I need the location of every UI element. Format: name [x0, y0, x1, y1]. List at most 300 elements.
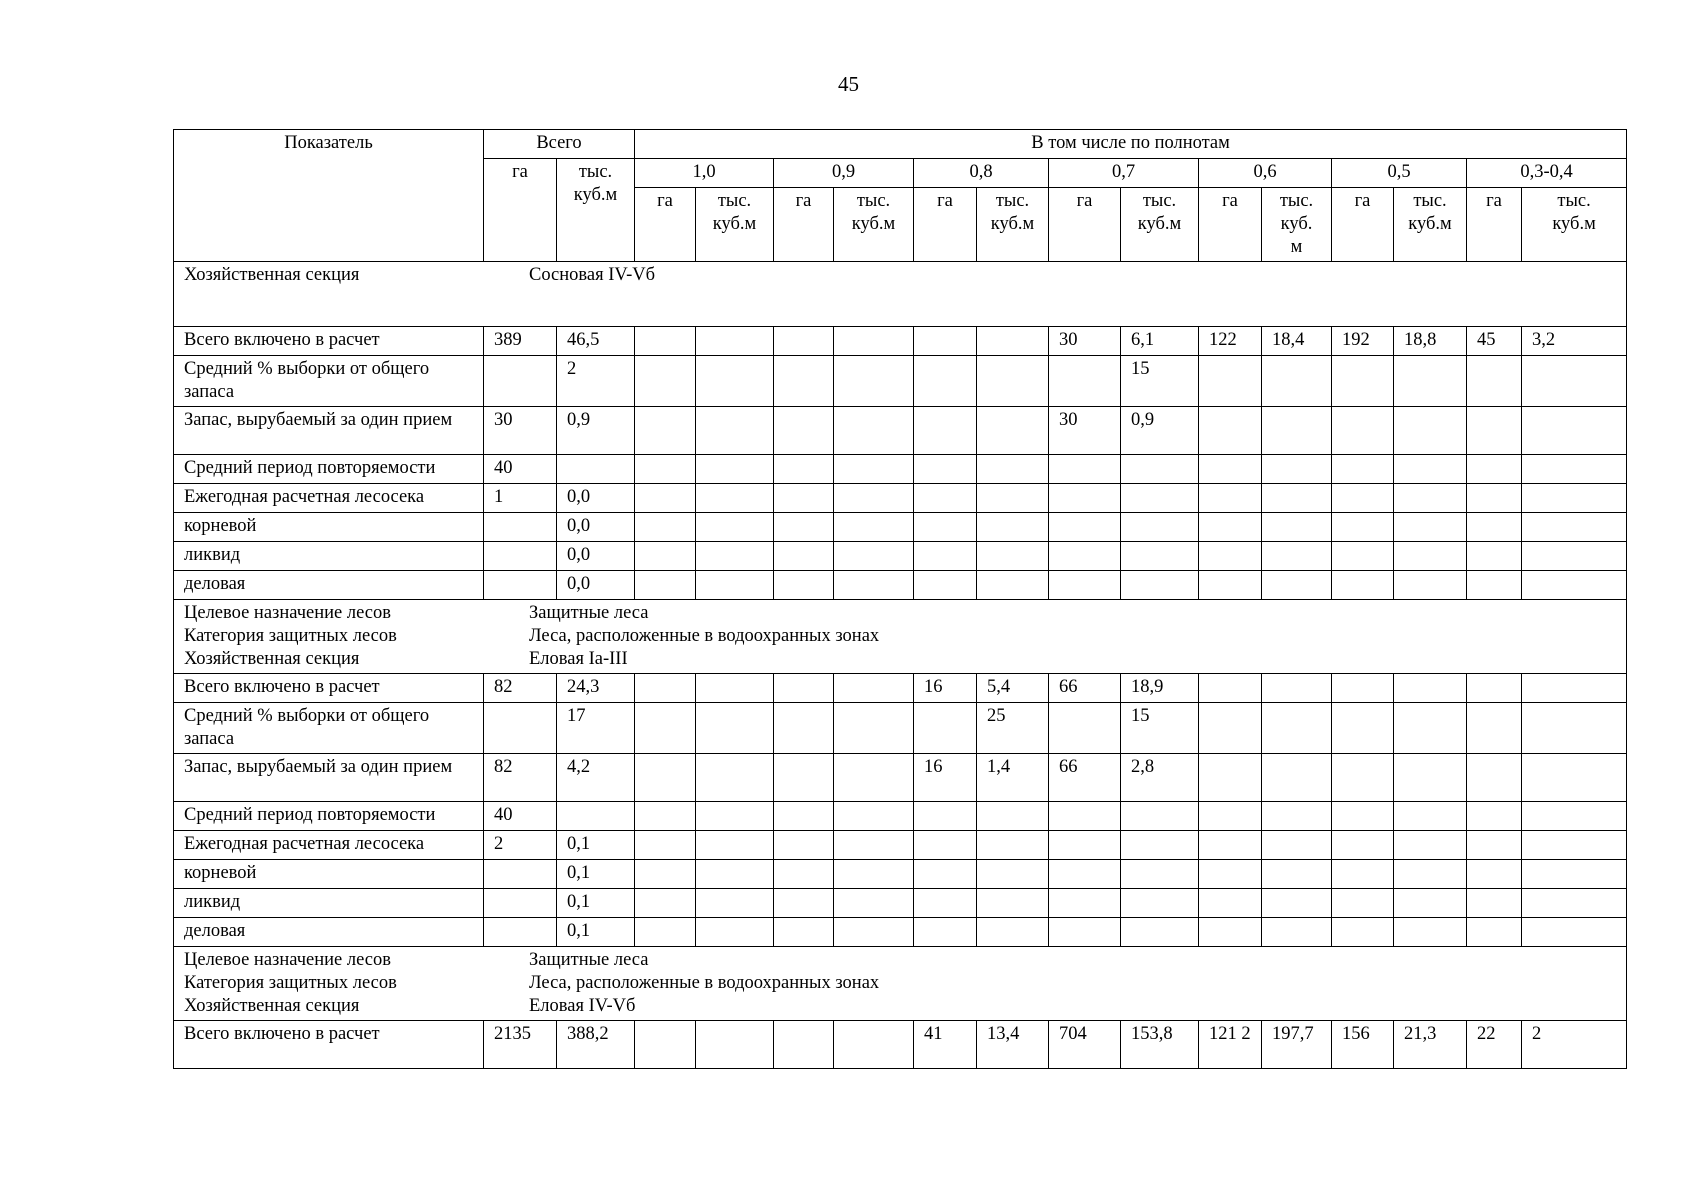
- table-cell: 30: [1049, 327, 1121, 356]
- section-header-row: [174, 947, 1627, 1021]
- header-ha: га: [1199, 188, 1262, 262]
- table-cell: [1522, 484, 1627, 513]
- table-cell: [635, 831, 696, 860]
- table-cell: [977, 831, 1049, 860]
- table-cell: [1262, 802, 1332, 831]
- table-cell: [484, 542, 557, 571]
- table-cell: [1262, 455, 1332, 484]
- table-cell: [977, 356, 1049, 407]
- table-cell: [977, 484, 1049, 513]
- section-header-row: [174, 262, 1627, 327]
- table-cell: [635, 542, 696, 571]
- table-cell: [1262, 407, 1332, 455]
- table-row: [174, 484, 1627, 513]
- table-cell: [696, 918, 774, 947]
- table-cell: [914, 407, 977, 455]
- table-cell: [635, 455, 696, 484]
- table-row: [174, 889, 1627, 918]
- header-total: Всего: [484, 130, 635, 159]
- table-cell: [1332, 571, 1394, 600]
- table-cell: [1199, 802, 1262, 831]
- table-cell: [977, 542, 1049, 571]
- header-ha: га: [635, 188, 696, 262]
- table-cell: [696, 754, 774, 802]
- table-cell: [1199, 703, 1262, 754]
- table-cell: [696, 356, 774, 407]
- table-cell: [774, 918, 834, 947]
- table-cell: [834, 407, 914, 455]
- row-label: Средний % выборки от общего запаса: [174, 703, 484, 754]
- table-cell: [1522, 889, 1627, 918]
- table-cell: 0,9: [1121, 407, 1199, 455]
- table-cell: [635, 889, 696, 918]
- table-cell: [557, 455, 635, 484]
- table-cell: [1121, 860, 1199, 889]
- table-cell: 6,1: [1121, 327, 1199, 356]
- table-cell: [1394, 754, 1467, 802]
- table-row: [174, 542, 1627, 571]
- table-cell: [1522, 703, 1627, 754]
- table-cell: [1049, 703, 1121, 754]
- section-value: Защитные леса: [529, 950, 649, 970]
- table-cell: [977, 571, 1049, 600]
- table-cell: [1262, 513, 1332, 542]
- table-cell: 2,8: [1121, 754, 1199, 802]
- table-cell: [774, 889, 834, 918]
- row-label: деловая: [174, 918, 484, 947]
- table-cell: 0,1: [557, 831, 635, 860]
- table-row: [174, 918, 1627, 947]
- table-cell: [1467, 754, 1522, 802]
- header-ha: га: [1332, 188, 1394, 262]
- table-cell: 0,0: [557, 513, 635, 542]
- table-cell: 0,1: [557, 889, 635, 918]
- table-cell: [696, 571, 774, 600]
- header-density: 0,9: [774, 159, 914, 188]
- table-cell: [977, 889, 1049, 918]
- table-cell: [1467, 356, 1522, 407]
- header-density: 0,7: [1049, 159, 1199, 188]
- table-cell: [914, 356, 977, 407]
- table-cell: [834, 674, 914, 703]
- table-cell: [834, 802, 914, 831]
- table-cell: [1262, 571, 1332, 600]
- table-cell: [1121, 484, 1199, 513]
- table-cell: [1394, 407, 1467, 455]
- table-cell: [1049, 356, 1121, 407]
- table-cell: [1394, 542, 1467, 571]
- table-cell: [1332, 802, 1394, 831]
- table-row: [174, 703, 1627, 754]
- table-cell: [1262, 703, 1332, 754]
- row-label: Ежегодная расчетная лесосека: [174, 484, 484, 513]
- table-cell: [1332, 407, 1394, 455]
- section-label: Категория защитных лесов: [184, 973, 397, 993]
- table-cell: 156: [1332, 1021, 1394, 1069]
- table-cell: [1121, 571, 1199, 600]
- table-cell: [774, 407, 834, 455]
- table-cell: [635, 1021, 696, 1069]
- table-cell: [834, 356, 914, 407]
- table-cell: [1332, 831, 1394, 860]
- table-cell: [1332, 918, 1394, 947]
- table-cell: [977, 407, 1049, 455]
- table-cell: [1467, 542, 1522, 571]
- header-ha: га: [1467, 188, 1522, 262]
- table-cell: [774, 513, 834, 542]
- table-cell: [1467, 455, 1522, 484]
- section-label: Хозяйственная секция: [184, 649, 360, 669]
- table-cell: 192: [1332, 327, 1394, 356]
- table-cell: [914, 513, 977, 542]
- table-cell: 16: [914, 754, 977, 802]
- table-cell: 82: [484, 754, 557, 802]
- table-cell: [1467, 889, 1522, 918]
- table-cell: 82: [484, 674, 557, 703]
- table-cell: [635, 754, 696, 802]
- section-header-row: [174, 600, 1627, 674]
- header-ha: га: [774, 188, 834, 262]
- table-cell: 2: [1522, 1021, 1627, 1069]
- header-volume: тыс. куб.м: [977, 188, 1049, 262]
- table-cell: [1049, 571, 1121, 600]
- table-cell: [1262, 918, 1332, 947]
- table-cell: [484, 571, 557, 600]
- table-cell: [635, 356, 696, 407]
- table-cell: [1049, 455, 1121, 484]
- table-cell: [1394, 831, 1467, 860]
- table-cell: [914, 889, 977, 918]
- table-cell: [1522, 802, 1627, 831]
- table-cell: [1332, 754, 1394, 802]
- section-value: Сосновая IV-Vб: [529, 265, 656, 285]
- table-cell: [774, 455, 834, 484]
- table-cell: [914, 571, 977, 600]
- table-cell: [1262, 542, 1332, 571]
- table-cell: [1332, 356, 1394, 407]
- table-cell: [977, 918, 1049, 947]
- table-cell: [696, 831, 774, 860]
- section-label: Категория защитных лесов: [184, 626, 397, 646]
- header-density: 1,0: [635, 159, 774, 188]
- table-cell: [1049, 542, 1121, 571]
- table-cell: 0,0: [557, 484, 635, 513]
- table-row: [174, 571, 1627, 600]
- section-value: Леса, расположенные в водоохранных зонах: [529, 973, 880, 993]
- table-cell: [635, 703, 696, 754]
- table-cell: 45: [1467, 327, 1522, 356]
- table-body: [174, 262, 1627, 1069]
- table-cell: 18,8: [1394, 327, 1467, 356]
- table-cell: [1049, 918, 1121, 947]
- table-cell: [1522, 571, 1627, 600]
- table-cell: 24,3: [557, 674, 635, 703]
- table-cell: [1522, 831, 1627, 860]
- table-cell: 0,1: [557, 918, 635, 947]
- table-cell: [1394, 802, 1467, 831]
- table-header: [174, 130, 1627, 262]
- table-cell: 3,2: [1522, 327, 1627, 356]
- table-cell: [1262, 484, 1332, 513]
- table-cell: [1467, 860, 1522, 889]
- table-cell: 121 2: [1199, 1021, 1262, 1069]
- header-ha: га: [914, 188, 977, 262]
- table-cell: [1332, 860, 1394, 889]
- table-cell: [1199, 356, 1262, 407]
- table-cell: [1199, 455, 1262, 484]
- table-cell: [1394, 889, 1467, 918]
- table-cell: [834, 513, 914, 542]
- table-cell: [914, 703, 977, 754]
- forest-table: [173, 129, 1627, 1069]
- header-volume: тыс. куб. м: [1262, 188, 1332, 262]
- table-cell: [1332, 889, 1394, 918]
- table-cell: 704: [1049, 1021, 1121, 1069]
- table-cell: [1121, 513, 1199, 542]
- table-cell: [635, 860, 696, 889]
- table-cell: [696, 802, 774, 831]
- section-value: Защитные леса: [529, 603, 649, 623]
- table-cell: 41: [914, 1021, 977, 1069]
- table-cell: [1049, 889, 1121, 918]
- table-cell: [1332, 484, 1394, 513]
- table-cell: [834, 918, 914, 947]
- table-cell: 21,3: [1394, 1021, 1467, 1069]
- row-label: ликвид: [174, 542, 484, 571]
- table-cell: 40: [484, 802, 557, 831]
- table-cell: [1121, 455, 1199, 484]
- table-cell: [557, 802, 635, 831]
- table-cell: [1199, 484, 1262, 513]
- table-cell: [484, 889, 557, 918]
- table-cell: [914, 860, 977, 889]
- table-cell: [1467, 407, 1522, 455]
- table-cell: [1394, 513, 1467, 542]
- table-cell: [774, 571, 834, 600]
- table-cell: [774, 356, 834, 407]
- table-row: [174, 831, 1627, 860]
- table-cell: [1394, 703, 1467, 754]
- header-volume: тыс. куб.м: [834, 188, 914, 262]
- table-cell: 0,0: [557, 571, 635, 600]
- table-cell: [696, 542, 774, 571]
- table-cell: [774, 484, 834, 513]
- table-cell: [834, 831, 914, 860]
- table-cell: [1049, 831, 1121, 860]
- table-cell: [914, 831, 977, 860]
- table-cell: [774, 674, 834, 703]
- table-cell: [1522, 356, 1627, 407]
- table-cell: 4,2: [557, 754, 635, 802]
- section-value: Еловая Ia-III: [529, 649, 628, 669]
- table-cell: [914, 918, 977, 947]
- table-cell: [1049, 802, 1121, 831]
- table-cell: [914, 542, 977, 571]
- page-number: 45: [838, 72, 859, 96]
- table-cell: [1467, 674, 1522, 703]
- table-cell: [1262, 831, 1332, 860]
- table-cell: [834, 889, 914, 918]
- table-cell: 46,5: [557, 327, 635, 356]
- table-cell: 15: [1121, 703, 1199, 754]
- table-cell: 2: [484, 831, 557, 860]
- table-cell: [1467, 831, 1522, 860]
- table-cell: [1199, 918, 1262, 947]
- table-cell: [1467, 918, 1522, 947]
- table-cell: [1199, 407, 1262, 455]
- table-cell: [635, 513, 696, 542]
- table-cell: 30: [1049, 407, 1121, 455]
- section-header: [174, 947, 1627, 1021]
- table-cell: [1332, 455, 1394, 484]
- table-cell: 30: [484, 407, 557, 455]
- table-cell: [484, 356, 557, 407]
- table-cell: [1121, 889, 1199, 918]
- table-cell: [834, 484, 914, 513]
- table-cell: [1394, 674, 1467, 703]
- table-cell: [1522, 542, 1627, 571]
- table-cell: [1394, 356, 1467, 407]
- table-cell: [834, 542, 914, 571]
- table-cell: [977, 860, 1049, 889]
- table-cell: [484, 703, 557, 754]
- table-cell: 25: [977, 703, 1049, 754]
- table-cell: 66: [1049, 674, 1121, 703]
- table-cell: 13,4: [977, 1021, 1049, 1069]
- header-total-ha: га: [484, 159, 557, 262]
- row-label: корневой: [174, 513, 484, 542]
- table-row: [174, 356, 1627, 407]
- table-cell: 40: [484, 455, 557, 484]
- table-cell: [1199, 860, 1262, 889]
- table-cell: [696, 455, 774, 484]
- table-cell: [635, 407, 696, 455]
- table-cell: [1522, 918, 1627, 947]
- row-label: Ежегодная расчетная лесосека: [174, 831, 484, 860]
- table-cell: [635, 918, 696, 947]
- table-cell: [635, 674, 696, 703]
- table-cell: 2: [557, 356, 635, 407]
- table-cell: [696, 889, 774, 918]
- table-cell: [1262, 860, 1332, 889]
- table-cell: [834, 327, 914, 356]
- table-cell: [1522, 513, 1627, 542]
- table-cell: [1121, 542, 1199, 571]
- row-label: корневой: [174, 860, 484, 889]
- table-row: [174, 327, 1627, 356]
- table-cell: [834, 754, 914, 802]
- header-total-volume: тыс. куб.м: [557, 159, 635, 262]
- section-value: Еловая IV-Vб: [529, 996, 636, 1016]
- table-cell: [914, 484, 977, 513]
- table-cell: [1467, 513, 1522, 542]
- section-label: Целевое назначение лесов: [184, 603, 391, 623]
- table-cell: [1332, 703, 1394, 754]
- section-label: Целевое назначение лесов: [184, 950, 391, 970]
- table-cell: [1332, 542, 1394, 571]
- table-cell: 388,2: [557, 1021, 635, 1069]
- table-cell: 122: [1199, 327, 1262, 356]
- table-cell: [977, 327, 1049, 356]
- table-cell: [774, 802, 834, 831]
- table-row: [174, 860, 1627, 889]
- table-cell: [914, 455, 977, 484]
- table-cell: [774, 542, 834, 571]
- table-cell: [1121, 831, 1199, 860]
- table-cell: [696, 703, 774, 754]
- table-row: [174, 513, 1627, 542]
- table-cell: [1467, 802, 1522, 831]
- header-ha: га: [1049, 188, 1121, 262]
- table-cell: [1332, 674, 1394, 703]
- table-cell: 17: [557, 703, 635, 754]
- table-cell: [1199, 674, 1262, 703]
- header-volume: тыс. куб.м: [1394, 188, 1467, 262]
- table-cell: 1,4: [977, 754, 1049, 802]
- table-cell: [696, 674, 774, 703]
- row-label: Всего включено в расчет: [174, 1021, 484, 1069]
- table-cell: [774, 1021, 834, 1069]
- table-cell: 2135: [484, 1021, 557, 1069]
- table-cell: [774, 327, 834, 356]
- table-cell: [696, 1021, 774, 1069]
- table-cell: [834, 860, 914, 889]
- table-cell: [696, 860, 774, 889]
- table-cell: [1049, 513, 1121, 542]
- row-label: деловая: [174, 571, 484, 600]
- table-cell: 18,4: [1262, 327, 1332, 356]
- table-cell: [696, 327, 774, 356]
- table-row: [174, 674, 1627, 703]
- table-cell: [1049, 860, 1121, 889]
- table-cell: [1262, 754, 1332, 802]
- section-label: Хозяйственная секция: [184, 265, 360, 285]
- table-cell: [1522, 754, 1627, 802]
- table-cell: [1199, 542, 1262, 571]
- table-cell: [1199, 889, 1262, 918]
- table-cell: [635, 327, 696, 356]
- row-label: Всего включено в расчет: [174, 674, 484, 703]
- section-header: [174, 600, 1627, 674]
- table-row: [174, 802, 1627, 831]
- table-cell: 18,9: [1121, 674, 1199, 703]
- table-cell: [1262, 889, 1332, 918]
- row-label: ликвид: [174, 889, 484, 918]
- row-label: Средний % выборки от общего запаса: [174, 356, 484, 407]
- table-cell: [1199, 831, 1262, 860]
- table-cell: [1522, 860, 1627, 889]
- table-cell: 15: [1121, 356, 1199, 407]
- row-label: Запас, вырубаемый за один прием: [174, 754, 484, 802]
- table-row: [174, 754, 1627, 802]
- table-cell: [1394, 918, 1467, 947]
- table-cell: 22: [1467, 1021, 1522, 1069]
- row-label: Всего включено в расчет: [174, 327, 484, 356]
- table-cell: [1049, 484, 1121, 513]
- table-cell: 153,8: [1121, 1021, 1199, 1069]
- table-cell: [774, 754, 834, 802]
- table-cell: [1262, 674, 1332, 703]
- row-label: Средний период повторяемости: [174, 455, 484, 484]
- table-cell: 0,1: [557, 860, 635, 889]
- section-value: Леса, расположенные в водоохранных зонах: [529, 626, 880, 646]
- table-cell: [1199, 754, 1262, 802]
- table-cell: [1394, 860, 1467, 889]
- table-cell: [1262, 356, 1332, 407]
- table-cell: 5,4: [977, 674, 1049, 703]
- table-row: [174, 407, 1627, 455]
- table-cell: [1121, 918, 1199, 947]
